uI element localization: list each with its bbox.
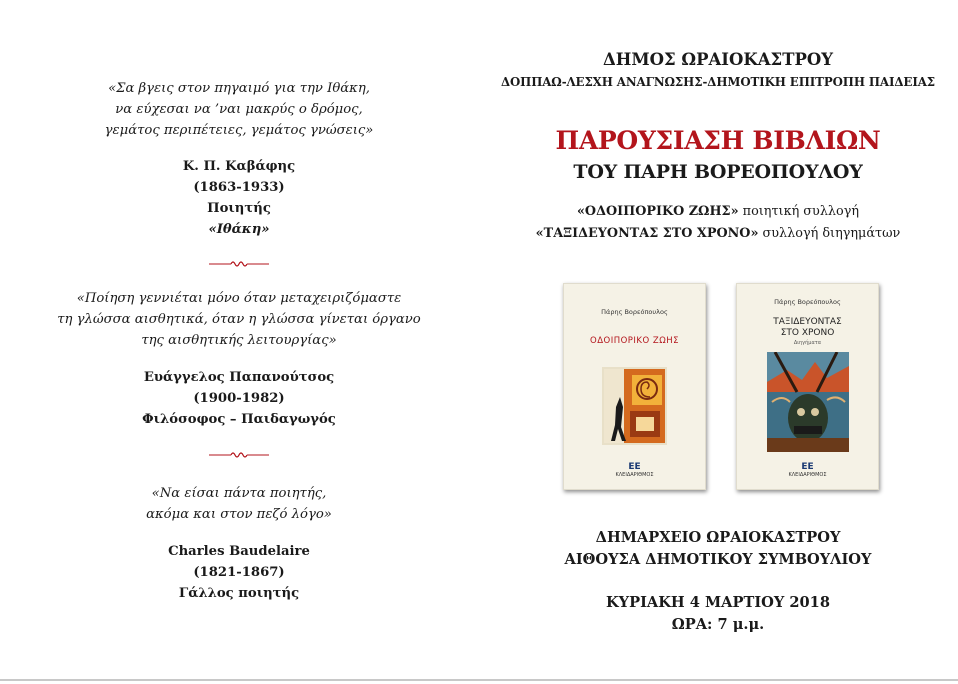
quote-author-role: Φιλόσοφος – Παιδαγωγός xyxy=(142,412,336,427)
book-cover-taxideuontas xyxy=(736,283,879,490)
publisher-logo: ΕΕ ΚΛΕΙΔΑΡΙΘΜΟΣ xyxy=(615,462,654,478)
event-time: ΩΡΑ: 7 μ.μ. xyxy=(671,616,765,633)
quote-line: «Σα βγεις στον πηγαιμό για την Ιθάκη, xyxy=(108,81,370,96)
book1-line-desc: ποιητική συλλογή xyxy=(742,204,860,219)
quote-line: ακόμα και στον πεζό λόγο» xyxy=(146,507,332,522)
cover-genre: Διηγήματα xyxy=(793,340,822,346)
cover-artwork xyxy=(767,352,849,452)
venue-hall: ΑΙΘΟΥΣΑ ΔΗΜΟΤΙΚΟΥ ΣΥΜΒΟΥΛΙΟΥ xyxy=(564,551,872,568)
left-page xyxy=(0,0,478,680)
quote-work: «Ιθάκη» xyxy=(208,222,270,237)
quote-author-years: (1821-1867) xyxy=(193,565,285,580)
quote-line: της αισθητικής λειτουργίας» xyxy=(141,333,337,348)
cover-artwork xyxy=(602,367,667,445)
ornament-divider xyxy=(209,450,269,460)
quote-author-role: Γάλλος ποιητής xyxy=(178,586,300,601)
book1-line-title: «ΟΔΟΙΠΟΡΙΚΟ ΖΩΗΣ» xyxy=(576,204,739,219)
ornament-divider xyxy=(209,259,269,269)
organizers-line: ΔΟΠΠΑΩ-ΛΕΣΧΗ ΑΝΑΓΝΩΣΗΣ-ΔΗΜΟΤΙΚΗ ΕΠΙΤΡΟΠΗ ΠΑΙΔΕΙΑΣ xyxy=(500,75,936,89)
cover-author: Πάρης Βορεόπουλος xyxy=(774,298,841,306)
quote-author: Charles Baudelaire xyxy=(168,544,310,559)
book2-line xyxy=(478,226,958,241)
quote-line: να εύχεσαι να ’ναι μακρύς ο δρόμος, xyxy=(115,102,363,117)
right-page xyxy=(478,0,958,680)
event-title: ΠΑΡΟΥΣΙΑΣΗ ΒΙΒΛΙΩΝ xyxy=(555,126,881,155)
quote-author-years: (1900-1982) xyxy=(193,391,285,406)
book2-line-title: «ΤΑΞΙΔΕΥΟΝΤΑΣ ΣΤΟ ΧΡΟΝΟ» xyxy=(535,226,759,241)
page-bottom-border xyxy=(0,679,958,681)
event-date: ΚΥΡΙΑΚΗ 4 ΜΑΡΤΙΟΥ 2018 xyxy=(606,594,830,611)
publisher-logo: ΕΕ ΚΛΕΙΔΑΡΙΘΜΟΣ xyxy=(788,462,827,478)
cover-author: Πάρης Βορεόπουλος xyxy=(601,308,668,316)
quote-line: τη γλώσσα αισθητικά, όταν η γλώσσα γίνεται όργανο xyxy=(57,312,421,327)
quote-author-years: (1863-1933) xyxy=(193,180,285,195)
cover-title-line1: ΤΑΞΙΔΕΥΟΝΤΑΣ xyxy=(773,317,842,327)
event-subtitle: ΤΟΥ ΠΑΡΗ ΒΟΡΕΟΠΟΥΛΟΥ xyxy=(573,161,863,183)
book1-line xyxy=(478,204,958,219)
quote-line: «Ποίηση γεννιέται μόνο όταν μεταχειριζόμαστε xyxy=(76,291,402,306)
quote-author: Κ. Π. Καβάφης xyxy=(182,159,296,174)
book2-line-desc: συλλογή διηγημάτων xyxy=(762,226,901,241)
venue-building: ΔΗΜΑΡΧΕΙΟ ΩΡΑΙΟΚΑΣΤΡΟΥ xyxy=(595,529,841,546)
quote-author-role: Ποιητής xyxy=(207,201,271,216)
municipality-heading: ΔΗΜΟΣ ΩΡΑΙΟΚΑΣΤΡΟΥ xyxy=(602,50,834,69)
quote-line: «Να είσαι πάντα ποιητής, xyxy=(151,486,327,501)
book-cover-odoiporiko xyxy=(563,283,706,490)
quote-line: γεμάτος περιπέτειες, γεμάτος γνώσεις» xyxy=(104,123,374,138)
cover-title-line2: ΣΤΟ ΧΡΟΝΟ xyxy=(780,328,835,338)
quote-author: Ευάγγελος Παπανούτσος xyxy=(143,370,335,385)
cover-title: ΟΔΟΙΠΟΡΙΚΟ ΖΩΗΣ xyxy=(590,336,679,346)
